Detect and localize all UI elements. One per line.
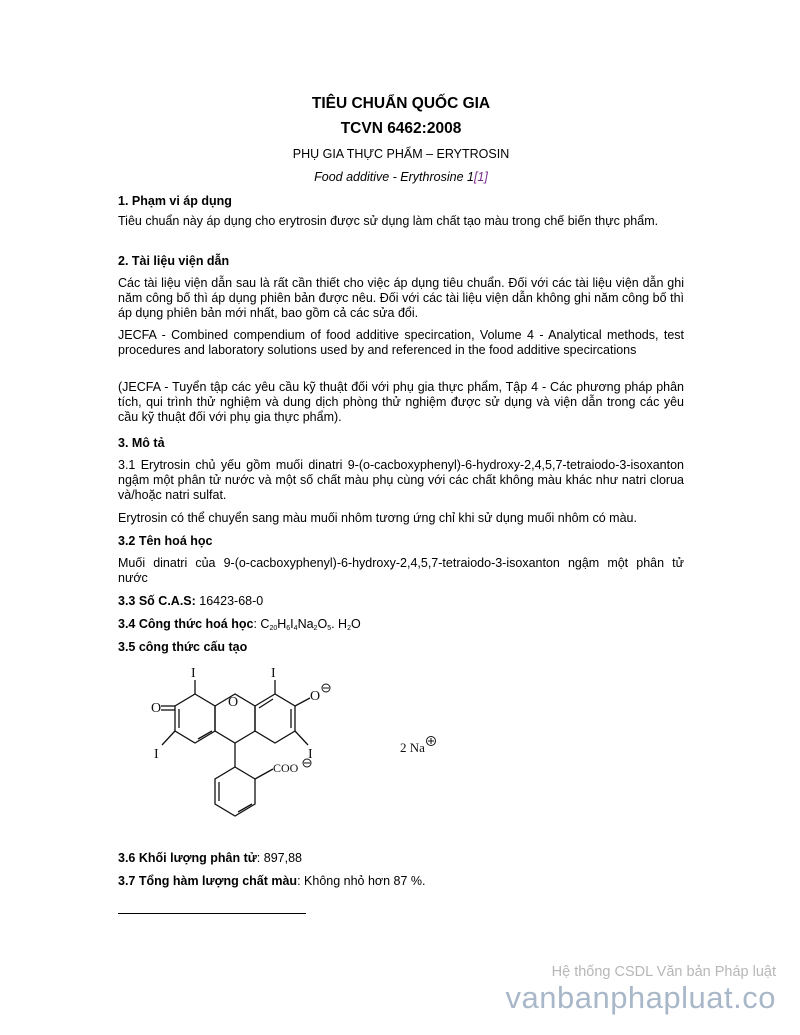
section-3-2-heading: 3.2 Tên hoá học — [118, 534, 213, 548]
keto-oxygen-label: O — [151, 701, 162, 716]
english-title-text: Food additive - Erythrosine 1 — [314, 170, 474, 184]
section-3-5-heading: 3.5 công thức cấu tạo — [118, 640, 248, 654]
watermark-line-1: Hệ thống CSDL Văn bản Pháp luật — [551, 964, 776, 980]
footnote-divider — [118, 913, 306, 914]
section-3-1-text: 3.1 Erytrosin chủ yếu gồm muối dinatri 9-(o-cacboxyphenyl)-6-hydroxy-2,4,5,7-tetraiodo-3-isoxanton ngậm một phân tử nước và một số chất màu phụ cùng với các chất không màu khác như natri clorua và/hoặc natri sulfat. — [118, 458, 684, 502]
section-3-2-text: Muối dinatri của 9-(o-cacboxyphenyl)-6-hydroxy-2,4,5,7-tetraiodo-3-isoxanton ngậm một phân tử nước — [118, 556, 684, 585]
section-3-3 — [118, 594, 684, 609]
iodine-label-1: I — [191, 666, 196, 681]
section-3-4 — [118, 617, 684, 636]
phenoxide-oxygen-label: O — [310, 689, 321, 704]
section-3-7 — [118, 874, 684, 889]
section-2-jecfa-vi: (JECFA - Tuyển tập các yêu cầu kỹ thuật đối với phụ gia thực phẩm, Tập 4 - Các phương pháp phân tích, qui trình thử nghiệm và dung dịch phòng thử nghiệm được sử dụng và viện dẫn trong các yêu cầu kỹ thuật đối với phụ gia thực phẩm). — [118, 380, 684, 424]
document-code: TCVN 6462:2008 — [340, 120, 462, 137]
section-1-text: Tiêu chuẩn này áp dụng cho erytrosin được sử dụng làm chất tạo màu trong chế biến thực phẩm. — [118, 214, 659, 228]
chemical-formula: $C_{20}H_6I_4Na_2O_5$. $H_2O$ — [260, 617, 361, 632]
footnote-ref-link[interactable]: [1] — [473, 170, 488, 184]
iodine-label-2: I — [271, 666, 276, 681]
molecular-weight-label: 3.6 Khối lượng phân tử — [118, 851, 257, 865]
section-3-6 — [118, 851, 684, 866]
section-2-jecfa: JECFA - Combined compendium of food additive specircation, Volume 4 - Analytical methods, test procedures and laboratory solutions used by and referenced in the food additive specircations — [118, 328, 684, 357]
section-2-heading: 2. Tài liệu viện dẫn — [118, 254, 230, 268]
ring-oxygen-label: O — [228, 695, 239, 710]
formula-colon: : — [253, 617, 261, 631]
section-3-heading: 3. Mô tả — [118, 436, 165, 450]
formula-label: 3.4 Công thức hoá học — [118, 617, 254, 631]
structural-formula-image — [118, 655, 458, 845]
cas-label: 3.3 Số C.A.S: — [118, 594, 196, 608]
document-subtitle: PHỤ GIA THỰC PHẨM – ERYTROSIN — [292, 147, 510, 161]
section-2-text: Các tài liệu viện dẫn sau là rất cần thiết cho việc áp dụng tiêu chuẩn. Đối với các tài liệu viện dẫn ghi năm công bố thì áp dụng phiên bản được nêu. Đối với các tài liệu viện dẫn không ghi năm công bố thì áp dụng phiên bản mới nhất, bao gồm cả các sửa đổi. — [118, 276, 684, 320]
section-1-heading: 1. Phạm vi áp dụng — [118, 194, 232, 208]
dye-content-label: 3.7 Tổng hàm lượng chất màu — [118, 874, 298, 888]
cas-value: 16423-68-0 — [195, 594, 264, 608]
section-3-1-text2: Erytrosin có thể chuyển sang màu muối nhôm tương ứng chỉ khi sử dụng muối nhôm có màu. — [118, 511, 637, 525]
english-title — [118, 170, 684, 184]
document-title: TIÊU CHUẨN QUỐC GIA — [311, 95, 491, 112]
watermark-line-2: vanbanphapluat.co — [505, 980, 776, 1015]
iodine-label-4: I — [308, 747, 313, 762]
carboxylate-label: COO — [273, 761, 299, 775]
dye-content-value: : Không nhỏ hơn 87 %. — [297, 874, 426, 888]
sodium-label: 2 Na — [400, 740, 425, 755]
iodine-label-3: I — [154, 747, 159, 762]
molecular-weight-value: : 897,88 — [256, 851, 302, 865]
